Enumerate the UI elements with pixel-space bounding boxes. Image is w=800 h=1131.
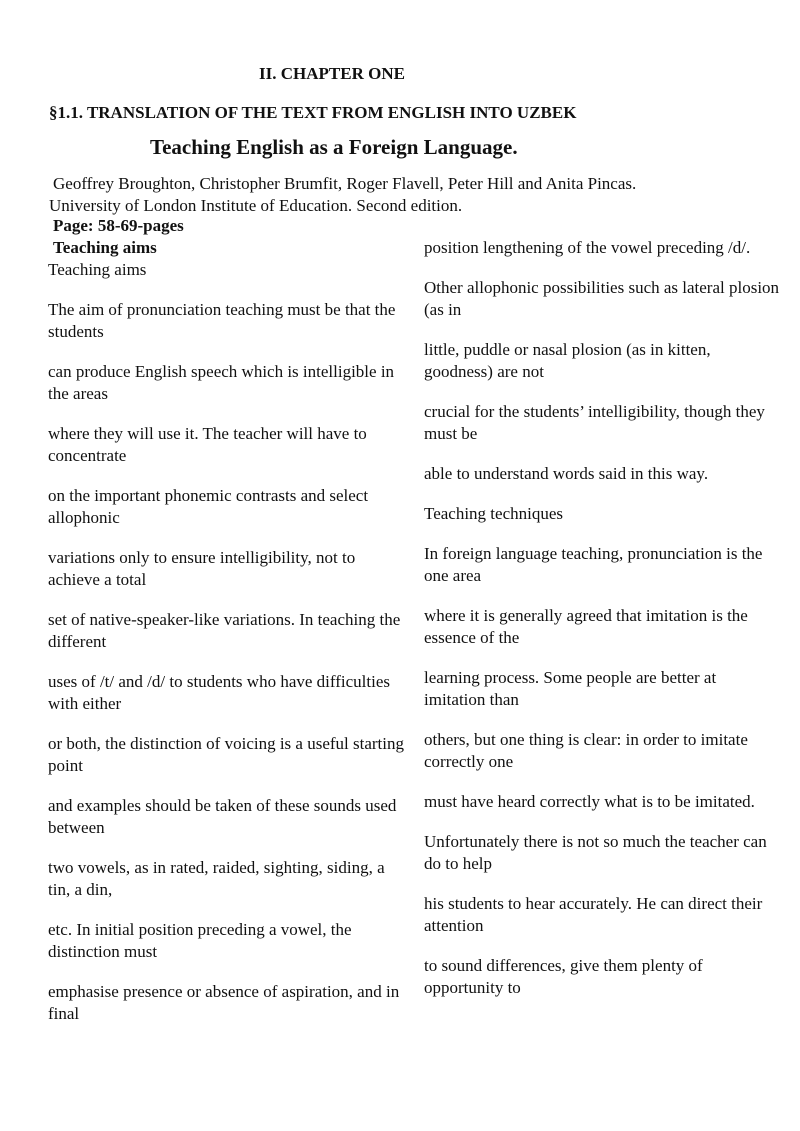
paragraph: learning process. Some people are better at imitation than bbox=[424, 668, 717, 709]
paragraph: others, but one thing is clear: in order to imitate correctly one bbox=[424, 730, 748, 771]
paragraph: crucial for the students’ intelligibility, though they must be bbox=[424, 402, 765, 443]
paragraph: etc. In initial position preceding a vowel, the distinction must bbox=[48, 920, 352, 961]
left-column bbox=[48, 237, 410, 1043]
paragraph: Unfortunately there is not so much the teacher can do to help bbox=[424, 832, 767, 873]
paragraph: and examples should be taken of these sounds used between bbox=[48, 796, 397, 837]
subheading: Teaching techniques bbox=[424, 504, 564, 523]
section-title: §1.1. TRANSLATION OF THE TEXT FROM ENGLISH INTO UZBEK bbox=[49, 103, 577, 122]
authors-block bbox=[49, 173, 779, 217]
paragraph: his students to hear accurately. He can direct their attention bbox=[424, 894, 763, 935]
paragraph: emphasise presence or absence of aspiration, and in final bbox=[48, 982, 400, 1023]
paragraph: Teaching aims bbox=[48, 260, 147, 279]
right-column bbox=[424, 237, 780, 1017]
institution-line: University of London Institute of Education. Second edition. bbox=[49, 196, 463, 215]
page-range: Page: 58-69-pages bbox=[53, 216, 184, 235]
paragraph: must have heard correctly what is to be imitated. bbox=[424, 792, 755, 811]
paragraph: position lengthening of the vowel preceding /d/. bbox=[424, 238, 751, 257]
paragraph: variations only to ensure intelligibility, not to achieve a total bbox=[48, 548, 356, 589]
column-heading: Teaching aims bbox=[53, 238, 157, 257]
authors-line: Geoffrey Broughton, Christopher Brumfit, Roger Flavell, Peter Hill and Anita Pincas. bbox=[53, 174, 637, 193]
document-title: Teaching English as a Foreign Language. bbox=[150, 135, 518, 159]
paragraph: able to understand words said in this way. bbox=[424, 464, 709, 483]
paragraph: In foreign language teaching, pronunciation is the one area bbox=[424, 544, 763, 585]
paragraph: can produce English speech which is intelligible in the areas bbox=[48, 362, 395, 403]
paragraph: little, puddle or nasal plosion (as in kitten, goodness) are not bbox=[424, 340, 711, 381]
paragraph: The aim of pronunciation teaching must be that the students bbox=[48, 300, 396, 341]
chapter-title: II. CHAPTER ONE bbox=[259, 64, 405, 83]
paragraph: where it is generally agreed that imitation is the essence of the bbox=[424, 606, 748, 647]
paragraph: set of native-speaker-like variations. In teaching the different bbox=[48, 610, 401, 651]
paragraph: to sound differences, give them plenty of opportunity to bbox=[424, 956, 703, 997]
paragraph: where they will use it. The teacher will have to concentrate bbox=[48, 424, 367, 465]
paragraph: uses of /t/ and /d/ to students who have difficulties with either bbox=[48, 672, 391, 713]
paragraph: on the important phonemic contrasts and select allophonic bbox=[48, 486, 369, 527]
paragraph: Other allophonic possibilities such as lateral plosion (as in bbox=[424, 278, 780, 319]
paragraph: two vowels, as in rated, raided, sighting, siding, a tin, a din, bbox=[48, 858, 385, 899]
paragraph: or both, the distinction of voicing is a useful starting point bbox=[48, 734, 405, 775]
